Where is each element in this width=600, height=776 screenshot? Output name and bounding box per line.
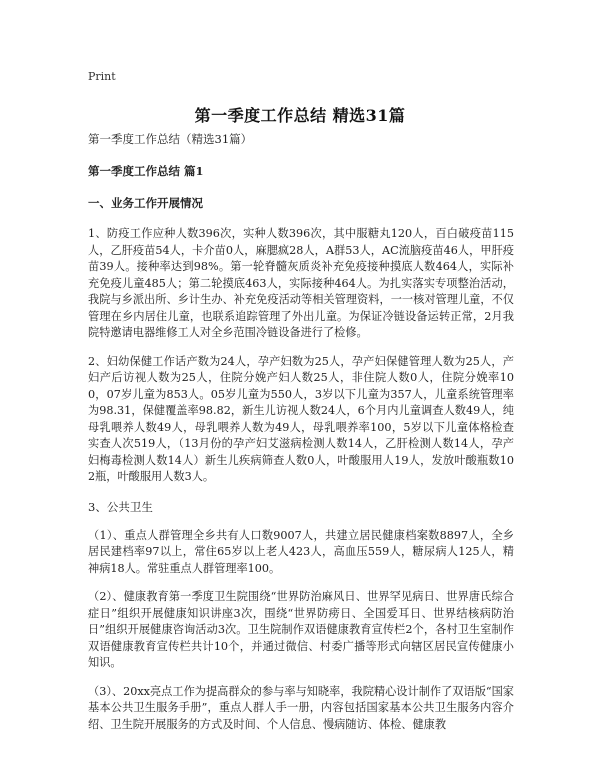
paragraph-epidemic-prevention: 1、防疫工作应种人数396次，实种人数396次，其中服糖丸120人，百白破疫苗115人，乙肝疫苗54人，卡介苗0人，麻腮疯28人，A群53人，AC流脑疫苗46人，甲肝疫苗39人。接种率达到98%。第一轮脊髓灰质炎补充免疫接种摸底人数464人，实际补充免疫儿童485人；第二轮摸底463人，实际接种464人。为扎实落实专项整治活动，我院与乡派出所、乡计生办、补充免疫活动等相关管理资料，一一核对管理儿童，不仅管理在乡内居住儿童，也联系追踪管理了外出儿童。为保证冷链设备运转正常，2月我院特邀请电器维修工人对全乡范围冷链设备进行了检修。 bbox=[88, 227, 514, 339]
article-heading: 第一季度工作总结 篇1 bbox=[88, 164, 204, 178]
paragraph-maternal-child-health: 2、妇幼保健工作话产数为24人，孕产妇数为25人，孕产妇保健管理人数为25人，产妇产后访视人数为25人，住院分娩产妇人数25人，非住院人数0人，住院分娩率100，07岁儿童为853人。05岁儿童为550人，3岁以下儿童为357人，儿童系统管理率为98.31，保健覆盖率98.82，新生儿访视人数24人，6个月内儿童调查人数49人，纯母乳喂养人数49人，母乳喂养人数为49人，母乳喂养率100，5岁以下儿童体格检查实查人次519人，（13月份的孕产妇艾滋病检测人数14人，乙肝检测人数14人，孕产妇梅毒检测人数14人）新生儿疾病筛查人数0人，叶酸服用人19人，发放叶酸瓶数102瓶，叶酸服用人数3人。 bbox=[88, 354, 514, 483]
paragraph-highlight-work: （3）、20xx亮点工作为提高群众的参与率与知晓率，我院精心设计制作了双语版“国家基本公共卫生服务手册”，重点人群人手一册，内容包括国家基本公共卫生服务内容介绍、卫生院开展服务的方式及时间、个人信息、慢病随访、体检、健康教 bbox=[88, 684, 514, 731]
paragraph-health-education: （2）、健康教育第一季度卫生院围绕“世界防治麻风日、世界罕见病日、世界唐氏综合症日”组织开展健康知识讲座3次，围绕“世界防痨日、全国爱耳日、世界结核病防治日”组织开展健康咨询活动3次。卫生院制作双语健康教育宣传栏2个，各村卫生室制作双语健康教育宣传栏共计10个，并通过微信、村委广播等形式向辖区居民宣传健康小知识。 bbox=[88, 590, 514, 669]
document-subtitle: 第一季度工作总结（精选31篇） bbox=[88, 132, 253, 146]
document-title: 第一季度工作总结 精选31篇 bbox=[194, 106, 406, 125]
print-label[interactable]: Print bbox=[88, 70, 116, 83]
section-heading-business: 一、业务工作开展情况 bbox=[88, 196, 203, 210]
section-heading-public-health: 3、公共卫生 bbox=[88, 499, 153, 514]
paragraph-key-population: （1）、重点人群管理全乡共有人口数9007人，共建立居民健康档案数8897人，全乡居民建档率97以上，常住65岁以上老人423人，高血压559人，糖尿病人125人，精神病18人。常驻重点人群管理率100。 bbox=[88, 528, 514, 575]
document-body bbox=[88, 130, 514, 745]
